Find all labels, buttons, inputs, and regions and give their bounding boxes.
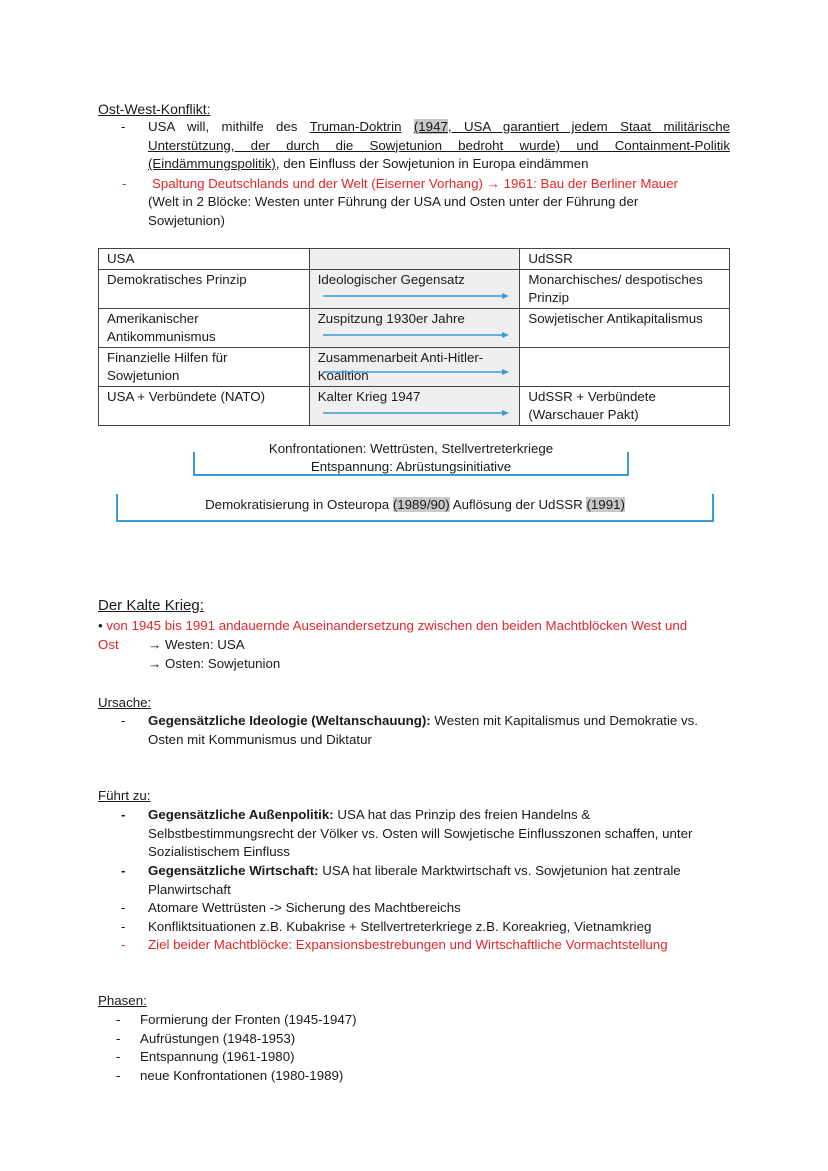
brace-line-1: Konfrontationen: Wettrüsten, Stellvertreterkriege <box>268 441 554 456</box>
truman-doktrin: Truman-Doktrin <box>309 119 402 134</box>
dash-bullet: - <box>116 1049 121 1064</box>
kalter-definition <box>98 617 738 636</box>
table-row <box>99 386 730 425</box>
list-item <box>116 1067 344 1086</box>
text-span: Konfliktsituationen z.B. Kubakrise + Stellvertreterkriege z.B. Koreakrieg, Vietnamkrieg <box>148 919 652 934</box>
cell-text: Zusammenarbeit Anti-Hitler-Koalition <box>317 349 484 383</box>
table-row <box>99 347 730 386</box>
text-span: Atomare Wettrüsten -> Sicherung des Machtbereichs <box>148 900 461 915</box>
table-cell: USA + Verbündete (NATO) <box>99 386 310 425</box>
table-cell <box>309 347 520 386</box>
dash-bullet: - <box>121 919 126 934</box>
list-item <box>121 918 748 937</box>
dash-bullet: - <box>121 900 126 915</box>
list-item <box>121 712 728 749</box>
bullet-dot: • <box>98 618 107 633</box>
table-cell <box>520 347 730 386</box>
table-cell: USA <box>99 249 310 270</box>
table-row <box>99 308 730 347</box>
phase-text: neue Konfrontationen (1980-1989) <box>140 1068 344 1083</box>
dash-bullet: - <box>116 1068 121 1083</box>
red-point: Spaltung Deutschlands und der Welt (Eiserner Vorhang) → 1961: Bau der Berliner Mauer <box>152 176 679 191</box>
dash-bullet: - <box>121 713 126 728</box>
west-arrow-line: → Westen: USA <box>148 637 245 652</box>
arrow-right-icon <box>323 292 509 300</box>
text-paragraph: (Welt in 2 Blöcke: Westen unter Führung der USA und Osten unter der Führung der Sowjetunion) <box>148 194 639 228</box>
dash-bullet: - <box>116 1012 121 1027</box>
text-span: Auflösung der UdSSR <box>449 497 587 512</box>
cell-text: Ideologischer Gegensatz <box>317 271 465 287</box>
table-cell: Sowjetischer Antikapitalismus <box>520 308 730 347</box>
arrow-right-icon <box>323 409 509 417</box>
text-span: USA will, mithilfe des <box>148 119 310 134</box>
table-cell <box>309 308 520 347</box>
bold-text: Gegensätzliche Außenpolitik: <box>148 807 334 822</box>
list-item <box>121 899 730 918</box>
red-text: Ziel beider Machtblöcke: Expansionsbestrebungen und Wirtschaftliche Vormachtstellung <box>148 937 668 952</box>
dash-bullet: - <box>122 176 127 191</box>
comparison-table <box>98 248 730 426</box>
table-cell: UdSSR <box>520 249 730 270</box>
dash-bullet: - <box>121 807 126 822</box>
dash-bullet: - <box>121 119 126 134</box>
heading-ost-west: Ost-West-Konflikt: <box>98 101 211 117</box>
dash-bullet: - <box>121 863 126 878</box>
list-item <box>116 1030 296 1049</box>
table-cell: Demokratisches Prinzip <box>99 269 310 308</box>
bold-text: Gegensätzliche Wirtschaft: <box>148 863 319 878</box>
text-span: USA hat liberale Marktwirtschaft vs. Sowjetunion hat zentrale Planwirtschaft <box>148 863 681 897</box>
text-span: Westen mit Kapitalismus und Demokratie vs. Osten mit Kommunismus und Diktatur <box>148 713 699 747</box>
text-span: , USA garantiert jedem Staat militärische Unterstützung, der durch die Sowjetunion bedroht wurde) und Containment-Politik (Eindämmungspolitik) <box>148 119 730 171</box>
dash-bullet: - <box>121 937 126 952</box>
list-item <box>121 862 730 899</box>
list-item <box>121 936 768 955</box>
cell-text: Zuspitzung 1930er Jahre <box>317 310 465 326</box>
red-text: Ost <box>98 637 119 652</box>
list-item <box>121 806 730 862</box>
text-span: , den Einfluss der Sowjetunion in Europa eindämmen <box>275 156 589 171</box>
text-span: Demokratisierung in Osteuropa <box>205 497 393 512</box>
brace-line-2: Entspannung: Abrüstungsinitiative <box>310 459 512 474</box>
table-cell: Monarchisches/ despotisches Prinzip <box>520 269 730 308</box>
year-highlight: (1989/90) <box>392 497 450 512</box>
table-cell: Amerikanischer Antikommunismus <box>99 308 310 347</box>
dash-bullet: - <box>116 1031 121 1046</box>
arrow-right-icon <box>323 368 509 376</box>
table-cell: Finanzielle Hilfen für Sowjetunion <box>99 347 310 386</box>
phase-text: Formierung der Fronten (1945-1947) <box>140 1012 357 1027</box>
year-highlight: (1947 <box>413 119 448 134</box>
table-row <box>99 249 730 270</box>
list-item <box>116 1011 357 1030</box>
list-item <box>121 118 730 174</box>
heading-ursache: Ursache: <box>98 695 152 710</box>
list-item <box>116 1048 295 1067</box>
cell-text: Kalter Krieg 1947 <box>317 388 421 404</box>
brace-line-3 <box>116 496 714 515</box>
table-cell <box>309 269 520 308</box>
bold-text: Gegensätzliche Ideologie (Weltanschauung): <box>148 713 431 728</box>
table-cell <box>309 386 520 425</box>
heading-phasen: Phasen: <box>98 993 147 1008</box>
year-highlight: (1991) <box>586 497 625 512</box>
red-text: von 1945 bis 1991 andauernde Auseinandersetzung zwischen den beiden Machtblöcken West und <box>106 618 688 633</box>
table-cell <box>309 249 520 270</box>
arrow-right-icon <box>323 331 509 339</box>
ost-arrow-line: → Osten: Sowjetunion <box>148 656 281 671</box>
text-span: USA hat das Prinzip des freien Handelns & Selbstbestimmungsrecht der Völker vs. Osten will Sowjetische Einflusszonen schaffen, unter Sozialistischem Einfluss <box>148 807 693 859</box>
table-row <box>99 269 730 308</box>
phase-text: Entspannung (1961-1980) <box>140 1049 295 1064</box>
phase-text: Aufrüstungen (1948-1953) <box>140 1031 296 1046</box>
heading-fuehrt-zu: Führt zu: <box>98 788 151 803</box>
table-cell: UdSSR + Verbündete (Warschauer Pakt) <box>520 386 730 425</box>
heading-kalter-krieg: Der Kalte Krieg: <box>98 597 204 614</box>
